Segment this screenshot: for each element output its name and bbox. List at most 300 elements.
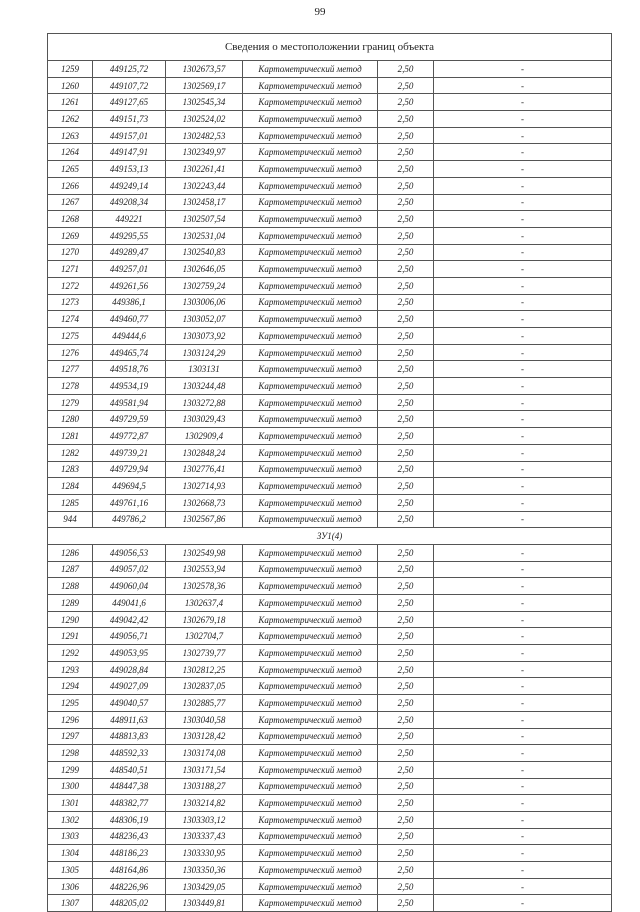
y-coordinate-cell: 1302909,4 — [166, 428, 243, 445]
x-coordinate-cell: 449694,5 — [93, 478, 166, 495]
y-coordinate-cell: 1303052,07 — [166, 311, 243, 328]
x-coordinate-cell: 449729,94 — [93, 461, 166, 478]
point-number-cell: 1292 — [48, 645, 93, 662]
point-number-cell: 1272 — [48, 277, 93, 294]
y-coordinate-cell: 1302848,24 — [166, 444, 243, 461]
precision-cell: 2,50 — [378, 478, 434, 495]
y-coordinate-cell: 1302549,98 — [166, 544, 243, 561]
point-number-cell: 1285 — [48, 494, 93, 511]
x-coordinate-cell: 449028,84 — [93, 661, 166, 678]
precision-cell: 2,50 — [378, 845, 434, 862]
point-number-cell: 1270 — [48, 244, 93, 261]
x-coordinate-cell: 448186,23 — [93, 845, 166, 862]
table-row — [48, 177, 612, 194]
precision-cell: 2,50 — [378, 344, 434, 361]
method-cell: Картометрический метод — [243, 227, 378, 244]
x-coordinate-cell: 449027,09 — [93, 678, 166, 695]
point-number-cell: 1289 — [48, 595, 93, 612]
point-number-cell: 1307 — [48, 895, 93, 912]
method-cell: Картометрический метод — [243, 645, 378, 662]
method-cell: Картометрический метод — [243, 661, 378, 678]
x-coordinate-cell: 449042,42 — [93, 611, 166, 628]
point-number-cell: 1281 — [48, 428, 93, 445]
point-number-cell: 944 — [48, 511, 93, 528]
table-row — [48, 544, 612, 561]
description-cell: - — [434, 244, 612, 261]
description-cell: - — [434, 61, 612, 78]
y-coordinate-cell: 1303337,43 — [166, 828, 243, 845]
y-coordinate-cell: 1303244,48 — [166, 378, 243, 395]
precision-cell: 2,50 — [378, 695, 434, 712]
description-cell: - — [434, 561, 612, 578]
x-coordinate-cell: 449465,74 — [93, 344, 166, 361]
table-row — [48, 711, 612, 728]
method-cell: Картометрический метод — [243, 211, 378, 228]
precision-cell: 2,50 — [378, 661, 434, 678]
y-coordinate-cell: 1303124,29 — [166, 344, 243, 361]
description-cell: - — [434, 194, 612, 211]
y-coordinate-cell: 1303171,54 — [166, 761, 243, 778]
x-coordinate-cell: 448447,38 — [93, 778, 166, 795]
method-cell: Картометрический метод — [243, 161, 378, 178]
description-cell: - — [434, 144, 612, 161]
description-cell: - — [434, 111, 612, 128]
description-cell: - — [434, 127, 612, 144]
precision-cell: 2,50 — [378, 227, 434, 244]
y-coordinate-cell: 1303174,08 — [166, 745, 243, 762]
description-cell: - — [434, 227, 612, 244]
x-coordinate-cell: 449249,14 — [93, 177, 166, 194]
table-row — [48, 77, 612, 94]
point-number-cell: 1296 — [48, 711, 93, 728]
precision-cell: 2,50 — [378, 294, 434, 311]
table-row — [48, 261, 612, 278]
description-cell: - — [434, 728, 612, 745]
point-number-cell: 1273 — [48, 294, 93, 311]
description-cell: - — [434, 661, 612, 678]
x-coordinate-cell: 448592,33 — [93, 745, 166, 762]
table-row — [48, 361, 612, 378]
x-coordinate-cell: 449518,76 — [93, 361, 166, 378]
precision-cell: 2,50 — [378, 862, 434, 879]
description-cell: - — [434, 444, 612, 461]
description-cell: - — [434, 378, 612, 395]
table-row — [48, 645, 612, 662]
method-cell: Картометрический метод — [243, 428, 378, 445]
precision-cell: 2,50 — [378, 261, 434, 278]
y-coordinate-cell: 1303188,27 — [166, 778, 243, 795]
precision-cell: 2,50 — [378, 828, 434, 845]
y-coordinate-cell: 1302812,25 — [166, 661, 243, 678]
y-coordinate-cell: 1302545,34 — [166, 94, 243, 111]
description-cell: - — [434, 611, 612, 628]
x-coordinate-cell: 449295,55 — [93, 227, 166, 244]
description-cell: - — [434, 695, 612, 712]
precision-cell: 2,50 — [378, 811, 434, 828]
y-coordinate-cell: 1302482,53 — [166, 127, 243, 144]
table-row — [48, 611, 612, 628]
point-number-cell: 1293 — [48, 661, 93, 678]
method-cell: Картометрический метод — [243, 94, 378, 111]
table-row — [48, 328, 612, 345]
description-cell: - — [434, 77, 612, 94]
description-cell: - — [434, 344, 612, 361]
precision-cell: 2,50 — [378, 394, 434, 411]
table-row — [48, 277, 612, 294]
description-cell: - — [434, 511, 612, 528]
point-number-cell: 1269 — [48, 227, 93, 244]
table-row — [48, 578, 612, 595]
precision-cell: 2,50 — [378, 544, 434, 561]
x-coordinate-cell: 449739,21 — [93, 444, 166, 461]
point-number-cell: 1301 — [48, 795, 93, 812]
method-cell: Картометрический метод — [243, 494, 378, 511]
table-row — [48, 378, 612, 395]
precision-cell: 2,50 — [378, 761, 434, 778]
method-cell: Картометрический метод — [243, 411, 378, 428]
method-cell: Картометрический метод — [243, 862, 378, 879]
method-cell: Картометрический метод — [243, 444, 378, 461]
x-coordinate-cell: 449444,6 — [93, 328, 166, 345]
point-number-cell: 1264 — [48, 144, 93, 161]
precision-cell: 2,50 — [378, 77, 434, 94]
table-row — [48, 761, 612, 778]
precision-cell: 2,50 — [378, 628, 434, 645]
precision-cell: 2,50 — [378, 728, 434, 745]
precision-cell: 2,50 — [378, 127, 434, 144]
x-coordinate-cell: 449056,53 — [93, 544, 166, 561]
description-cell: - — [434, 161, 612, 178]
y-coordinate-cell: 1302540,83 — [166, 244, 243, 261]
method-cell: Картометрический метод — [243, 845, 378, 862]
description-cell: - — [434, 845, 612, 862]
boundary-table-sheet — [47, 33, 611, 912]
table-row — [48, 244, 612, 261]
section-row — [48, 528, 612, 545]
point-number-cell: 1259 — [48, 61, 93, 78]
y-coordinate-cell: 1302759,24 — [166, 277, 243, 294]
precision-cell: 2,50 — [378, 311, 434, 328]
x-coordinate-cell: 449060,04 — [93, 578, 166, 595]
y-coordinate-cell: 1302458,17 — [166, 194, 243, 211]
table-row — [48, 862, 612, 879]
table-row — [48, 494, 612, 511]
method-cell: Картометрический метод — [243, 378, 378, 395]
table-row — [48, 511, 612, 528]
precision-cell: 2,50 — [378, 144, 434, 161]
boundary-coordinates-table — [47, 33, 612, 912]
method-cell: Картометрический метод — [243, 244, 378, 261]
precision-cell: 2,50 — [378, 94, 434, 111]
x-coordinate-cell: 449261,56 — [93, 277, 166, 294]
description-cell: - — [434, 94, 612, 111]
table-row — [48, 561, 612, 578]
point-number-cell: 1302 — [48, 811, 93, 828]
x-coordinate-cell: 449127,65 — [93, 94, 166, 111]
y-coordinate-cell: 1302673,57 — [166, 61, 243, 78]
precision-cell: 2,50 — [378, 378, 434, 395]
method-cell: Картометрический метод — [243, 611, 378, 628]
point-number-cell: 1279 — [48, 394, 93, 411]
precision-cell: 2,50 — [378, 778, 434, 795]
table-row — [48, 144, 612, 161]
point-number-cell: 1304 — [48, 845, 93, 862]
description-cell: - — [434, 461, 612, 478]
point-number-cell: 1306 — [48, 878, 93, 895]
x-coordinate-cell: 449040,57 — [93, 695, 166, 712]
y-coordinate-cell: 1303449,81 — [166, 895, 243, 912]
y-coordinate-cell: 1302668,73 — [166, 494, 243, 511]
table-row — [48, 227, 612, 244]
description-cell: - — [434, 645, 612, 662]
description-cell: - — [434, 494, 612, 511]
method-cell: Картометрический метод — [243, 895, 378, 912]
x-coordinate-cell: 448306,19 — [93, 811, 166, 828]
point-number-cell: 1277 — [48, 361, 93, 378]
precision-cell: 2,50 — [378, 211, 434, 228]
y-coordinate-cell: 1302349,97 — [166, 144, 243, 161]
point-number-cell: 1283 — [48, 461, 93, 478]
description-cell: - — [434, 261, 612, 278]
method-cell: Картометрический метод — [243, 461, 378, 478]
table-row — [48, 311, 612, 328]
x-coordinate-cell: 448382,77 — [93, 795, 166, 812]
y-coordinate-cell: 1302885,77 — [166, 695, 243, 712]
description-cell: - — [434, 394, 612, 411]
precision-cell: 2,50 — [378, 561, 434, 578]
table-row — [48, 211, 612, 228]
table-title-row — [48, 34, 612, 61]
x-coordinate-cell: 449289,47 — [93, 244, 166, 261]
precision-cell: 2,50 — [378, 711, 434, 728]
precision-cell: 2,50 — [378, 611, 434, 628]
method-cell: Картометрический метод — [243, 194, 378, 211]
x-coordinate-cell: 449534,19 — [93, 378, 166, 395]
x-coordinate-cell: 449761,16 — [93, 494, 166, 511]
precision-cell: 2,50 — [378, 444, 434, 461]
description-cell: - — [434, 862, 612, 879]
x-coordinate-cell: 449460,77 — [93, 311, 166, 328]
precision-cell: 2,50 — [378, 244, 434, 261]
point-number-cell: 1291 — [48, 628, 93, 645]
method-cell: Картометрический метод — [243, 111, 378, 128]
y-coordinate-cell: 1302524,02 — [166, 111, 243, 128]
point-number-cell: 1297 — [48, 728, 93, 745]
method-cell: Картометрический метод — [243, 578, 378, 595]
y-coordinate-cell: 1303029,43 — [166, 411, 243, 428]
precision-cell: 2,50 — [378, 678, 434, 695]
x-coordinate-cell: 448911,63 — [93, 711, 166, 728]
y-coordinate-cell: 1303272,88 — [166, 394, 243, 411]
x-coordinate-cell: 449221 — [93, 211, 166, 228]
precision-cell: 2,50 — [378, 328, 434, 345]
table-row — [48, 94, 612, 111]
y-coordinate-cell: 1302569,17 — [166, 77, 243, 94]
method-cell: Картометрический метод — [243, 177, 378, 194]
method-cell: Картометрический метод — [243, 728, 378, 745]
table-row — [48, 478, 612, 495]
y-coordinate-cell: 1302507,54 — [166, 211, 243, 228]
description-cell: - — [434, 478, 612, 495]
page-number: 99 — [314, 6, 326, 18]
point-number-cell: 1262 — [48, 111, 93, 128]
table-title: Сведения о местоположении границ объекта — [48, 34, 612, 61]
x-coordinate-cell: 449125,72 — [93, 61, 166, 78]
point-number-cell: 1286 — [48, 544, 93, 561]
x-coordinate-cell: 449208,34 — [93, 194, 166, 211]
description-cell: - — [434, 277, 612, 294]
description-cell: - — [434, 411, 612, 428]
method-cell: Картометрический метод — [243, 711, 378, 728]
point-number-cell: 1261 — [48, 94, 93, 111]
precision-cell: 2,50 — [378, 411, 434, 428]
table-row — [48, 811, 612, 828]
y-coordinate-cell: 1302637,4 — [166, 595, 243, 612]
point-number-cell: 1280 — [48, 411, 93, 428]
table-row — [48, 661, 612, 678]
table-row — [48, 61, 612, 78]
method-cell: Картометрический метод — [243, 328, 378, 345]
y-coordinate-cell: 1302704,7 — [166, 628, 243, 645]
method-cell: Картометрический метод — [243, 828, 378, 845]
description-cell: - — [434, 811, 612, 828]
precision-cell: 2,50 — [378, 194, 434, 211]
table-row — [48, 845, 612, 862]
precision-cell: 2,50 — [378, 595, 434, 612]
point-number-cell: 1287 — [48, 561, 93, 578]
description-cell: - — [434, 895, 612, 912]
x-coordinate-cell: 449147,91 — [93, 144, 166, 161]
method-cell: Картометрический метод — [243, 144, 378, 161]
x-coordinate-cell: 448164,86 — [93, 862, 166, 879]
table-row — [48, 394, 612, 411]
method-cell: Картометрический метод — [243, 361, 378, 378]
point-number-cell: 1305 — [48, 862, 93, 879]
precision-cell: 2,50 — [378, 461, 434, 478]
method-cell: Картометрический метод — [243, 261, 378, 278]
y-coordinate-cell: 1303214,82 — [166, 795, 243, 812]
method-cell: Картометрический метод — [243, 394, 378, 411]
table-row — [48, 878, 612, 895]
point-number-cell: 1298 — [48, 745, 93, 762]
description-cell: - — [434, 361, 612, 378]
method-cell: Картометрический метод — [243, 294, 378, 311]
description-cell: - — [434, 678, 612, 695]
method-cell: Картометрический метод — [243, 561, 378, 578]
y-coordinate-cell: 1302714,93 — [166, 478, 243, 495]
point-number-cell: 1265 — [48, 161, 93, 178]
x-coordinate-cell: 449151,73 — [93, 111, 166, 128]
table-row — [48, 161, 612, 178]
y-coordinate-cell: 1302531,04 — [166, 227, 243, 244]
point-number-cell: 1299 — [48, 761, 93, 778]
x-coordinate-cell: 449729,59 — [93, 411, 166, 428]
table-row — [48, 428, 612, 445]
precision-cell: 2,50 — [378, 361, 434, 378]
precision-cell: 2,50 — [378, 277, 434, 294]
description-cell: - — [434, 828, 612, 845]
method-cell: Картометрический метод — [243, 511, 378, 528]
description-cell: - — [434, 428, 612, 445]
x-coordinate-cell: 449056,71 — [93, 628, 166, 645]
precision-cell: 2,50 — [378, 61, 434, 78]
y-coordinate-cell: 1303040,58 — [166, 711, 243, 728]
method-cell: Картометрический метод — [243, 544, 378, 561]
method-cell: Картометрический метод — [243, 778, 378, 795]
point-number-cell: 1282 — [48, 444, 93, 461]
point-number-cell: 1290 — [48, 611, 93, 628]
precision-cell: 2,50 — [378, 895, 434, 912]
point-number-cell: 1275 — [48, 328, 93, 345]
method-cell: Картометрический метод — [243, 628, 378, 645]
y-coordinate-cell: 1302578,36 — [166, 578, 243, 595]
method-cell: Картометрический метод — [243, 127, 378, 144]
x-coordinate-cell: 448813,83 — [93, 728, 166, 745]
method-cell: Картометрический метод — [243, 878, 378, 895]
table-row — [48, 444, 612, 461]
x-coordinate-cell: 449386,1 — [93, 294, 166, 311]
precision-cell: 2,50 — [378, 795, 434, 812]
y-coordinate-cell: 1303131 — [166, 361, 243, 378]
description-cell: - — [434, 328, 612, 345]
description-cell: - — [434, 628, 612, 645]
y-coordinate-cell: 1303128,42 — [166, 728, 243, 745]
x-coordinate-cell: 448226,96 — [93, 878, 166, 895]
description-cell: - — [434, 211, 612, 228]
description-cell: - — [434, 311, 612, 328]
method-cell: Картометрический метод — [243, 344, 378, 361]
y-coordinate-cell: 1302646,05 — [166, 261, 243, 278]
table-row — [48, 895, 612, 912]
description-cell: - — [434, 578, 612, 595]
description-cell: - — [434, 177, 612, 194]
description-cell: - — [434, 795, 612, 812]
point-number-cell: 1274 — [48, 311, 93, 328]
table-row — [48, 111, 612, 128]
table-row — [48, 628, 612, 645]
point-number-cell: 1266 — [48, 177, 93, 194]
description-cell: - — [434, 761, 612, 778]
method-cell: Картометрический метод — [243, 695, 378, 712]
point-number-cell: 1295 — [48, 695, 93, 712]
table-row — [48, 695, 612, 712]
method-cell: Картометрический метод — [243, 478, 378, 495]
precision-cell: 2,50 — [378, 745, 434, 762]
x-coordinate-cell: 449057,02 — [93, 561, 166, 578]
x-coordinate-cell: 449786,2 — [93, 511, 166, 528]
point-number-cell: 1278 — [48, 378, 93, 395]
description-cell: - — [434, 878, 612, 895]
y-coordinate-cell: 1302567,86 — [166, 511, 243, 528]
method-cell: Картометрический метод — [243, 77, 378, 94]
point-number-cell: 1260 — [48, 77, 93, 94]
method-cell: Картометрический метод — [243, 61, 378, 78]
precision-cell: 2,50 — [378, 645, 434, 662]
method-cell: Картометрический метод — [243, 761, 378, 778]
point-number-cell: 1284 — [48, 478, 93, 495]
x-coordinate-cell: 449107,72 — [93, 77, 166, 94]
precision-cell: 2,50 — [378, 111, 434, 128]
method-cell: Картометрический метод — [243, 277, 378, 294]
x-coordinate-cell: 449157,01 — [93, 127, 166, 144]
table-row — [48, 778, 612, 795]
y-coordinate-cell: 1302261,41 — [166, 161, 243, 178]
y-coordinate-cell: 1302553,94 — [166, 561, 243, 578]
y-coordinate-cell: 1302243,44 — [166, 177, 243, 194]
x-coordinate-cell: 449581,94 — [93, 394, 166, 411]
method-cell: Картометрический метод — [243, 595, 378, 612]
method-cell: Картометрический метод — [243, 311, 378, 328]
